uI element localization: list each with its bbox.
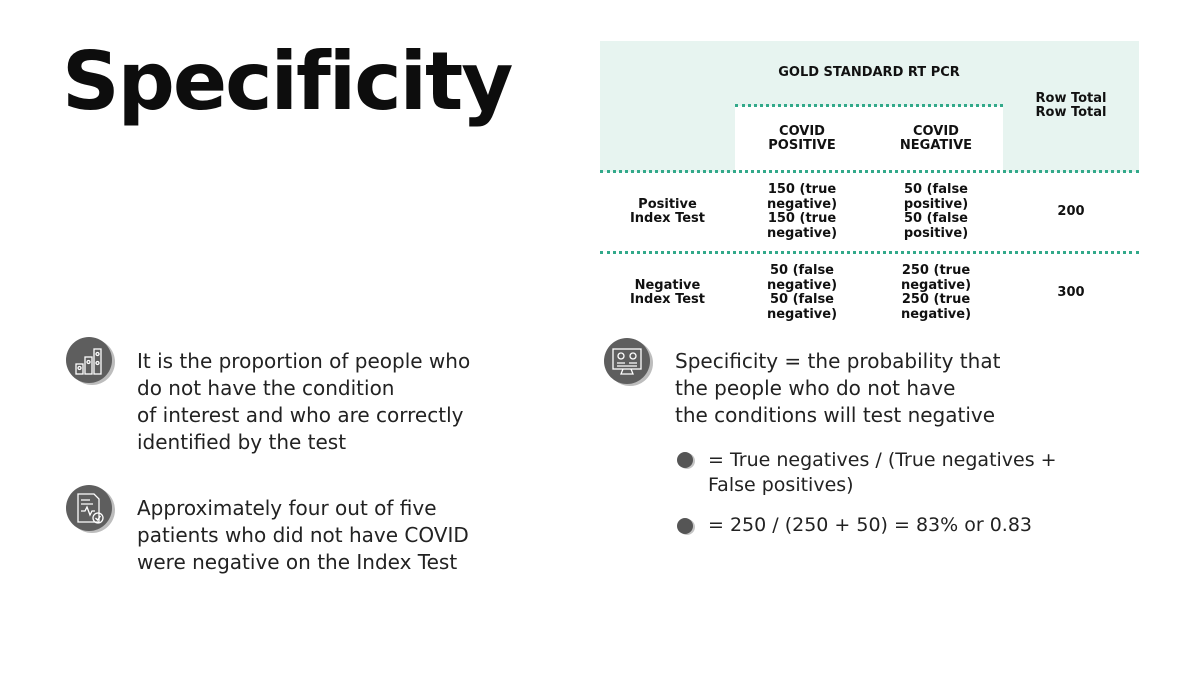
gold-standard-header: GOLD STANDARD RT PCR (778, 64, 960, 80)
cell-positive-test-covid-negative: 50 (false positive) 50 (false positive) (903, 182, 969, 241)
specificity-formula-text: Specificity = the probability that the people who do not have the conditions will test negative (675, 349, 1001, 427)
cell-positive-test-covid-positive: 150 (true negative) 150 (true negative) (766, 182, 838, 241)
column-header-row-total: Row Total Row Total (1035, 90, 1107, 120)
column-header-covid-positive: COVID POSITIVE (768, 123, 836, 153)
row-label-negative-index-test: Negative Index Test (629, 277, 706, 307)
row-label-positive-index-test: Positive Index Test (629, 196, 706, 226)
sub-bullet-dot (677, 518, 693, 534)
covid-summary-text: Approximately four out of five patients who did not have COVID were negative on the Index Test (137, 496, 469, 574)
sub-bullet-dot (677, 452, 693, 468)
formula-calculation: = 250 / (250 + 50) = 83% or 0.83 (708, 514, 1033, 536)
dotted-rule-header (735, 104, 1003, 107)
formula-definition: = True negatives / (True negatives + False positives) (708, 449, 1057, 496)
medical-report-check-icon (66, 485, 112, 531)
bar-chart-people-icon (66, 337, 112, 383)
cell-positive-test-row-total: 200 (1057, 203, 1085, 219)
page-title: Specificity (62, 35, 512, 128)
cell-negative-test-row-total: 300 (1057, 284, 1085, 300)
column-header-covid-negative: COVID NEGATIVE (899, 123, 973, 153)
definition-text: It is the proportion of people who do not have the condition of interest and who are correctly identified by the test (137, 349, 471, 454)
monitor-dashboard-icon (604, 338, 650, 384)
contingency-table (600, 41, 1139, 331)
cell-negative-test-covid-positive: 50 (false negative) 50 (false negative) (766, 263, 838, 322)
cell-negative-test-covid-negative: 250 (true negative) 250 (true negative) (900, 263, 972, 322)
